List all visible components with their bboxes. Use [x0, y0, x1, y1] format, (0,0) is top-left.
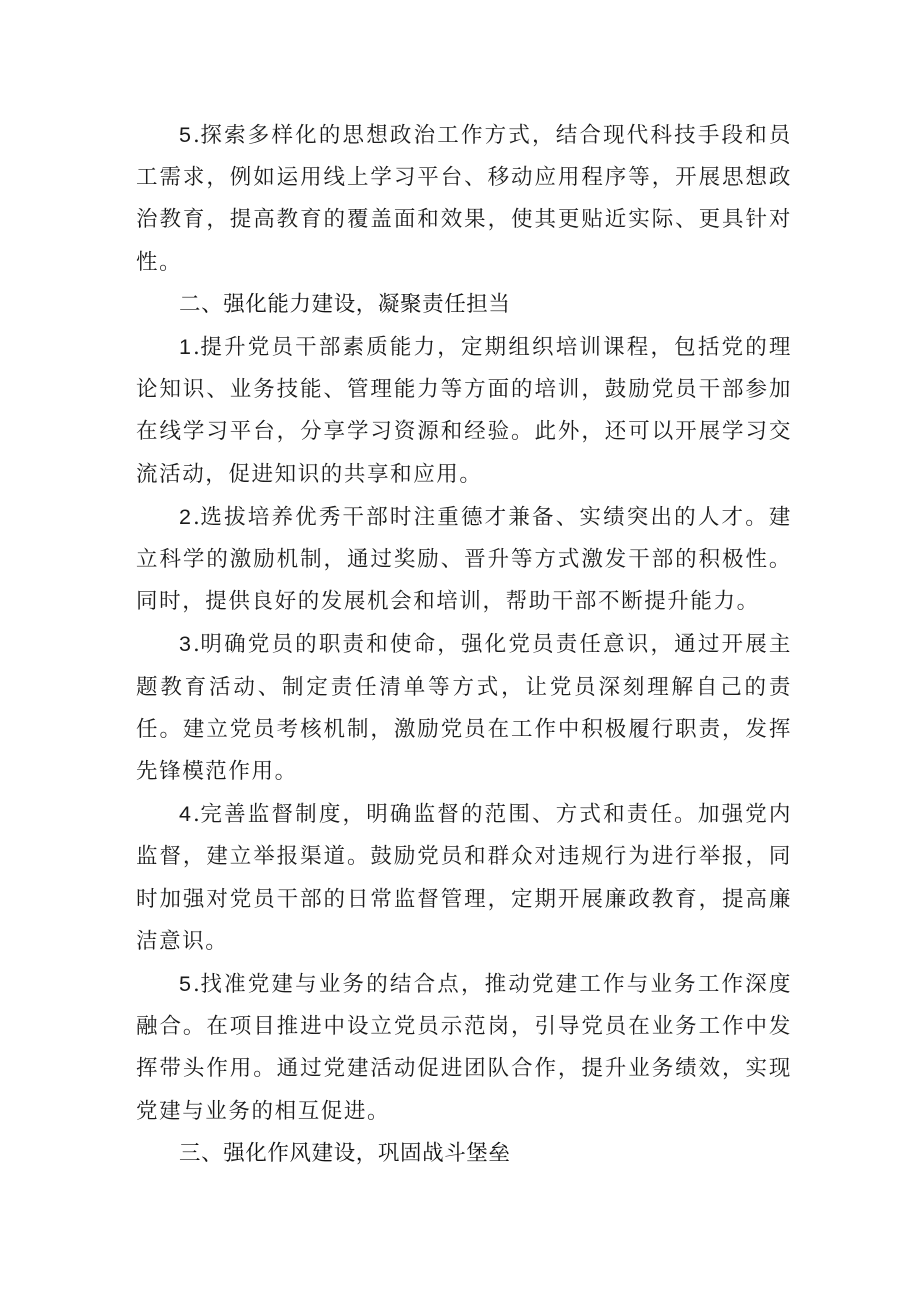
paragraph-item-5-integration: [136, 963, 792, 1133]
section-heading-3: 三、强化作风建设，巩固战斗堡垒: [179, 1140, 511, 1166]
paragraph-text: 探索多样化的思想政治工作方式，结合现代科技手段和员工需求，例如运用线上学习平台、移动应用程序等，开展思想政治教育，提高教育的覆盖面和效果，使其更贴近实际、更具针对性。: [136, 123, 792, 275]
item-separator: .: [192, 335, 200, 361]
item-number: 2: [179, 504, 191, 529]
paragraph-text: 找准党建与业务的结合点，推动党建工作与业务工作深度融合。在项目推进中设立党员示范岗，引导党员在业务工作中发挥带头作用。通过党建活动促进团队合作，提升业务绩效，实现党建与业务的相互促进。: [136, 972, 792, 1124]
item-separator: .: [192, 123, 200, 148]
paragraph-item-4-supervision: [136, 793, 792, 963]
item-separator: .: [192, 632, 200, 658]
paragraph-text: 完善监督制度，明确监督的范围、方式和责任。加强党内监督，建立举报渠道。鼓励党员和群众对违规行为进行举报，同时加强对党员干部的日常监督管理，定期开展廉政教育，提高廉洁意识。: [136, 802, 792, 954]
item-separator: .: [192, 802, 200, 828]
item-number: 3: [179, 632, 191, 657]
item-number: 4: [179, 802, 191, 827]
paragraph-item-1-quality: [136, 326, 792, 496]
paragraph-item-5-thought-work: [136, 114, 792, 284]
item-number: 1: [179, 335, 191, 360]
paragraph-text: 提升党员干部素质能力，定期组织培训课程，包括党的理论知识、业务技能、管理能力等方面的培训，鼓励党员干部参加在线学习平台，分享学习资源和经验。此外，还可以开展学习交流活动，促进知识的共享和应用。: [136, 335, 792, 487]
paragraph-text: 选拔培养优秀干部时注重德才兼备、实绩突出的人才。建立科学的激励机制，通过奖励、晋升等方式激发干部的积极性。同时，提供良好的发展机会和培训，帮助干部不断提升能力。: [136, 504, 792, 615]
item-separator: .: [192, 504, 200, 530]
paragraph-text: 明确党员的职责和使命，强化党员责任意识，通过开展主题教育活动、制定责任清单等方式，让党员深刻理解自己的责任。建立党员考核机制，激励党员在工作中积极履行职责，发挥先锋模范作用。: [136, 632, 792, 785]
item-number: 5: [179, 123, 191, 147]
document-body: [136, 114, 792, 1175]
paragraph-item-2-cadre-selection: [136, 496, 792, 624]
item-separator: .: [192, 972, 200, 998]
paragraph-item-3-responsibility: [136, 623, 792, 793]
section-heading-2: 二、强化能力建设，凝聚责任担当: [179, 291, 511, 317]
item-number: 5: [179, 972, 191, 997]
